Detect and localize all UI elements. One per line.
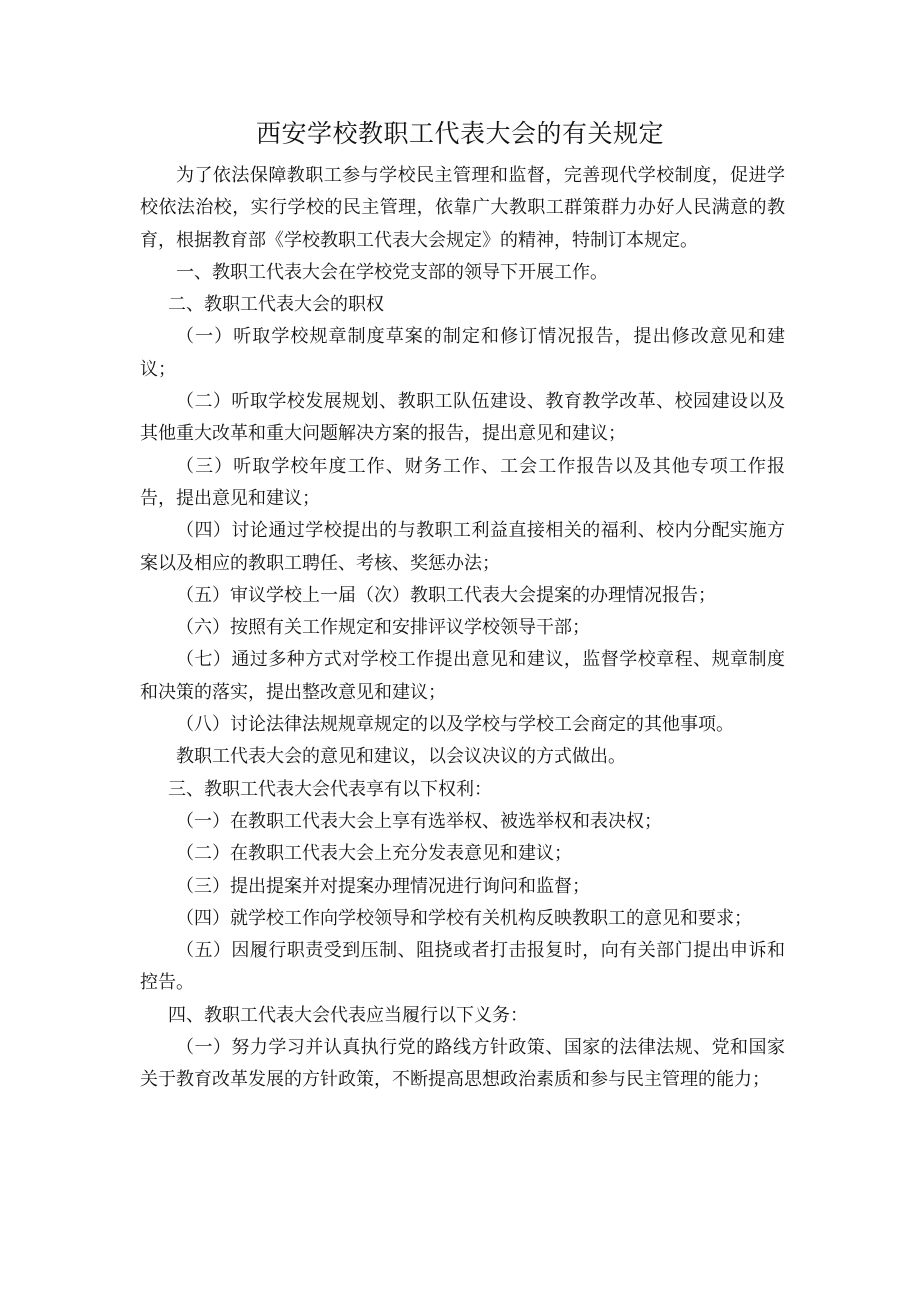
article-4-heading: 四、教职工代表大会代表应当履行以下义务：: [168, 1004, 528, 1026]
preamble-paragraph: 为了依法保障教职工参与学校民主管理和监督，完善现代学校制度，促进学校依法治校，实行学校的民主管理，依靠广大教职工群策群力办好人民满意的教育，根据教育部《学校教职工代表大会规定》的精神，特制订本规定。: [140, 165, 785, 251]
article-2-heading: 二、教职工代表大会的职权: [168, 294, 384, 316]
article-4-item-1: （一）努力学习并认真执行党的路线方针政策、国家的法律法规、党和国家关于教育改革发展的方针政策，不断提高思想政治素质和参与民主管理的能力；: [140, 1037, 785, 1091]
article-3-item-3: （三）提出提案并对提案办理情况进行询问和监督；: [176, 875, 590, 897]
article-2-note: 教职工代表大会的意见和建议，以会议决议的方式做出。: [176, 746, 626, 768]
article-2-item-6: （六）按照有关工作规定和安排评议学校领导干部；: [176, 617, 590, 639]
article-3-item-1: （一）在教职工代表大会上享有选举权、被选举权和表决权；: [176, 810, 662, 832]
document-title: 西安学校教职工代表大会的有关规定: [255, 119, 664, 148]
article-3-item-4: （四）就学校工作向学校领导和学校有关机构反映教职工的意见和要求；: [176, 907, 752, 929]
article-3-item-2: （二）在教职工代表大会上充分发表意见和建议；: [176, 843, 572, 865]
article-3-item-5: （五）因履行职责受到压制、阻挠或者打击报复时，向有关部门提出申诉和控告。: [140, 940, 785, 994]
article-2-item-4: （四）讨论通过学校提出的与教职工利益直接相关的福利、校内分配实施方案以及相应的教职工聘任、考核、奖惩办法；: [140, 520, 785, 574]
article-1: 一、教职工代表大会在学校党支部的领导下开展工作。: [176, 261, 608, 283]
article-2-item-5: （五）审议学校上一届（次）教职工代表大会提案的办理情况报告；: [176, 584, 716, 606]
article-3-heading: 三、教职工代表大会代表享有以下权利：: [168, 778, 492, 800]
article-2-item-7: （七）通过多种方式对学校工作提出意见和建议，监督学校章程、规章制度和决策的落实，提出整改意见和建议；: [140, 649, 785, 703]
article-2-item-3: （三）听取学校年度工作、财务工作、工会工作报告以及其他专项工作报告，提出意见和建议；: [140, 455, 785, 509]
article-2-item-8: （八）讨论法律法规规章规定的以及学校与学校工会商定的其他事项。: [176, 714, 734, 736]
article-2-item-1: （一）听取学校规章制度草案的制定和修订情况报告，提出修改意见和建议；: [140, 326, 785, 380]
article-2-item-2: （二）听取学校发展规划、教职工队伍建设、教育教学改革、校园建设以及其他重大改革和重大问题解决方案的报告，提出意见和建议；: [140, 391, 785, 445]
document-body: [140, 160, 785, 1097]
